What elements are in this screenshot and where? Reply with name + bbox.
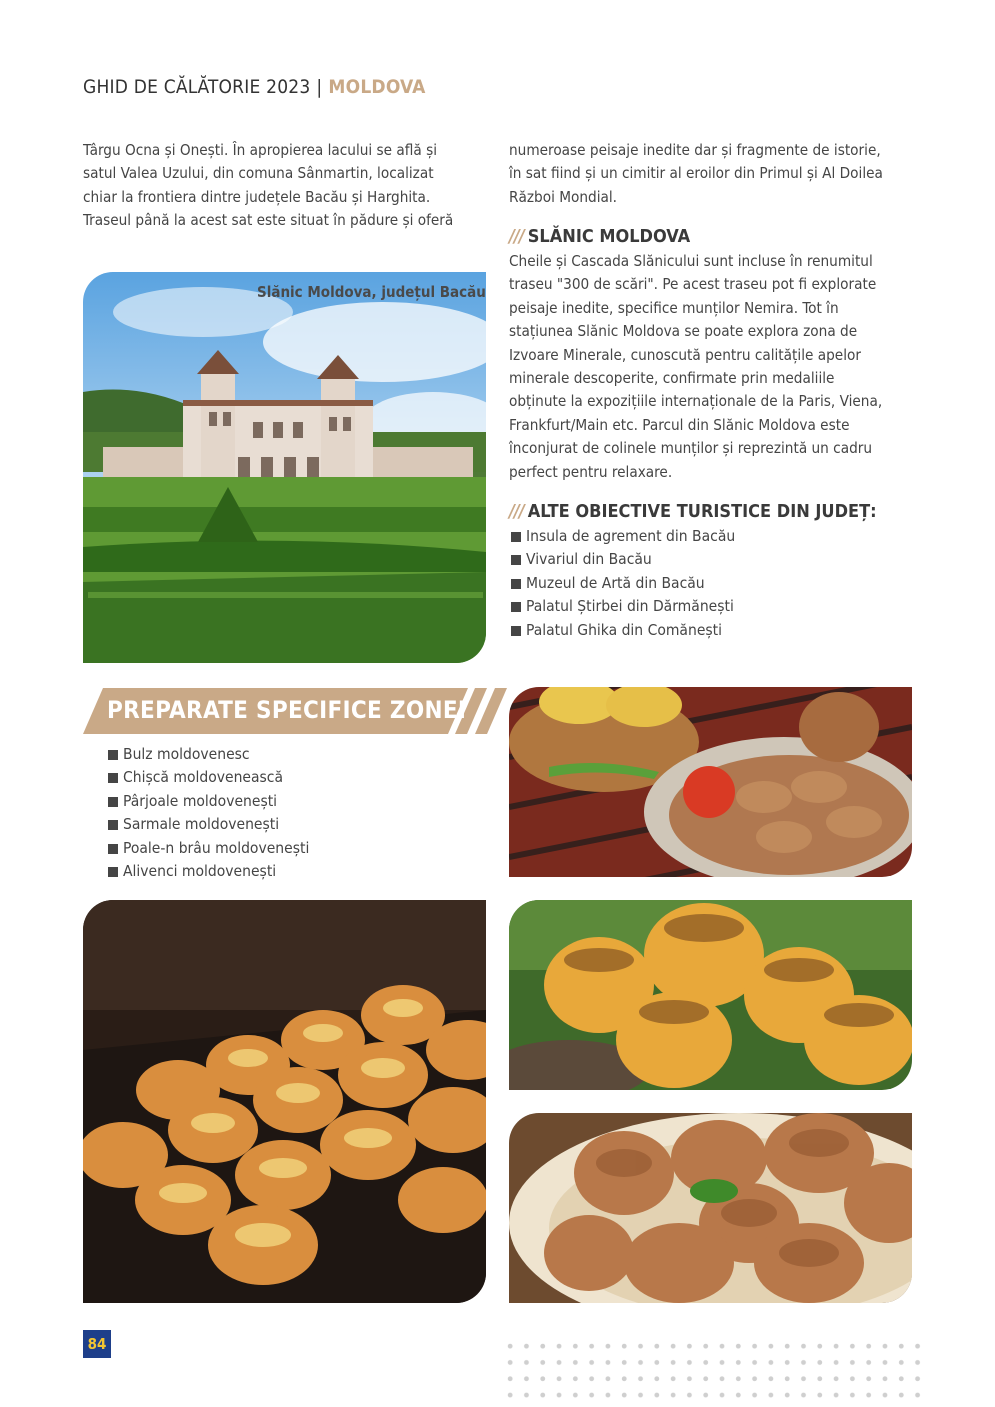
slash-decoration: ///: [509, 226, 524, 247]
objectives-list: [511, 525, 735, 642]
dot-pattern: [502, 1338, 922, 1400]
text-line: Traseul până la acest sat este situat în pădure și oferă: [83, 211, 454, 230]
list-item: Sarmale moldovenești: [108, 813, 309, 836]
parjoale-photo: [509, 1113, 912, 1303]
slash-decoration: ///: [509, 501, 524, 522]
text-line: Izvoare Minerale, cunoscută pentru calitățile apelor: [509, 345, 861, 364]
text-line: Război Mondial.: [509, 187, 617, 206]
dishes-title: PREPARATE SPECIFICE ZONEI: [107, 696, 467, 724]
list-item: Insula de agrement din Bacău: [511, 525, 735, 548]
intro-right-paragraph: [509, 139, 919, 209]
text-line: Frankfurt/Main etc. Parcul din Slănic Moldova este: [509, 415, 850, 434]
text-line: Cheile și Cascada Slănicului sunt incluse în renumitul: [509, 252, 873, 270]
photo-caption: Slănic Moldova, județul Bacău: [257, 283, 486, 301]
list-item: Alivenci moldovenești: [108, 860, 309, 883]
text-line: traseu "300 de scări". Pe acest traseu pot fi explorate: [509, 275, 877, 294]
region-name: MOLDOVA: [328, 76, 426, 98]
text-line: în sat fiind și un cimitir al eroilor din Primul și Al Doilea: [509, 164, 883, 183]
intro-left-paragraph: [83, 139, 483, 233]
text-line: chiar la frontiera dintre județele Bacău și Harghita.: [83, 187, 431, 206]
objectives-title: ALTE OBIECTIVE TURISTICE DIN JUDEȚ:: [527, 501, 877, 522]
pastries-photo: [83, 900, 486, 1303]
text-line: Târgu Ocna și Onești. În apropierea lacului se află și: [83, 141, 438, 159]
text-line: minerale descoperite, confirmate prin medaliile: [509, 369, 835, 388]
text-line: numeroase peisaje inedite dar și fragmente de istorie,: [509, 141, 881, 159]
bulz-photo: [509, 900, 912, 1090]
list-item: Pârjoale moldovenești: [108, 790, 309, 813]
list-item: Vivariul din Bacău: [511, 548, 735, 571]
palace-photo: [83, 272, 486, 663]
text-line: obținute la expozițiile internaționale de la Paris, Viena,: [509, 392, 883, 411]
guide-title: GHID DE CĂLĂTORIE 2023: [83, 76, 311, 98]
slanic-title: SLĂNIC MOLDOVA: [527, 226, 691, 247]
text-line: satul Valea Uzului, din comuna Sânmartin, localizat: [83, 164, 434, 183]
list-item: Poale-n brâu moldovenești: [108, 837, 309, 860]
list-item: Palatul Știrbei din Dărmănești: [511, 595, 735, 618]
text-line: peisaje inedite, specifice munților Nemira. Tot în: [509, 298, 839, 317]
slanic-heading: [509, 226, 690, 247]
header-separator: |: [316, 76, 323, 98]
slanic-paragraph: [509, 250, 919, 484]
list-item: Bulz moldovenesc: [108, 743, 309, 766]
dishes-list: [108, 743, 309, 883]
text-line: înconjurat de colinele munților și reprezintă un cadru: [509, 439, 873, 458]
page-number: 84: [83, 1330, 111, 1358]
list-item: Muzeul de Artă din Bacău: [511, 572, 735, 595]
running-header: [83, 76, 426, 98]
list-item: Palatul Ghika din Comănești: [511, 619, 735, 642]
objectives-heading: [509, 501, 877, 522]
text-line: stațiunea Slănic Moldova se poate explora zona de: [509, 322, 858, 341]
text-line: perfect pentru relaxare.: [509, 462, 673, 481]
sarmale-photo: [509, 687, 912, 877]
list-item: Chișcă moldovenească: [108, 766, 309, 789]
